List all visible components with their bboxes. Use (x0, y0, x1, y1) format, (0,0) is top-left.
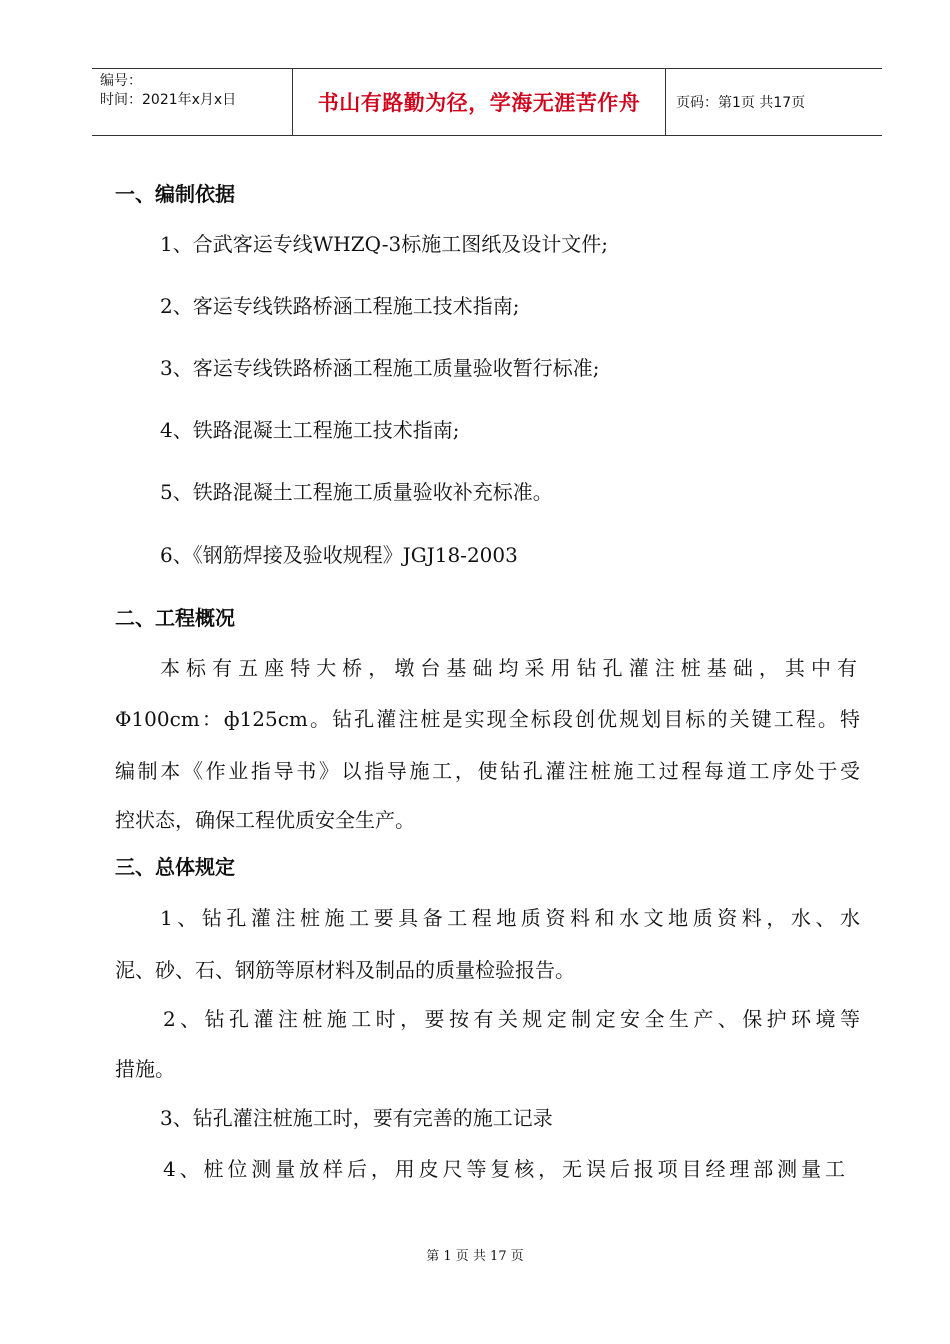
header-motto: 书山有路勤为径，学海无涯苦作舟 (293, 69, 666, 135)
paragraph-line: 编制本《作业指导书》以指导施工，使钻孔灌注桩施工过程每道工序处于受 (115, 759, 860, 783)
paragraph-line: 1、钻孔灌注桩施工要具备工程地质资料和水文地质资料，水、水 (160, 906, 860, 930)
time-label: 时间：2021年x月x日 (100, 92, 237, 108)
section-heading-basis: 一、编制依据 (115, 182, 235, 206)
list-item: 4、铁路混凝土工程施工技术指南; (160, 418, 460, 442)
header-page-info: 页码：第1页 共17页 (676, 95, 806, 111)
paragraph-line: 控状态，确保工程优质安全生产。 (115, 808, 415, 832)
paragraph-line: 3、钻孔灌注桩施工时，要有完善的施工记录 (160, 1106, 553, 1130)
list-item: 6、《钢筋焊接及验收规程》JGJ18-2003 (160, 543, 518, 567)
page-footer: 第 1 页 共 17 页 (426, 1249, 524, 1264)
paragraph-line: 泥、砂、石、钢筋等原材料及制品的质量检验报告。 (115, 958, 575, 982)
list-item: 5、铁路混凝土工程施工质量验收补充标准。 (160, 480, 553, 504)
paragraph-line: Φ100cm：ф125cm。钻孔灌注桩是实现全标段创优规划目标的关键工程。特 (115, 707, 860, 731)
list-item: 3、客运专线铁路桥涵工程施工质量验收暂行标准; (160, 356, 600, 380)
list-item: 2、客运专线铁路桥涵工程施工技术指南; (160, 294, 520, 318)
paragraph-line: 4、桩位测量放样后，用皮尺等复核，无误后报项目经理部测量工 (163, 1157, 845, 1181)
document-header (92, 68, 882, 136)
paragraph-line: 措施。 (115, 1057, 175, 1081)
number-label: 编号： (100, 73, 142, 89)
section-heading-general-rules: 三、总体规定 (115, 855, 235, 879)
section-heading-overview: 二、工程概况 (115, 606, 235, 630)
paragraph-line: 本标有五座特大桥，墩台基础均采用钻孔灌注桩基础，其中有 (160, 656, 860, 680)
paragraph-line: 2、钻孔灌注桩施工时，要按有关规定制定安全生产、保护环境等 (163, 1007, 860, 1031)
header-meta (92, 69, 293, 135)
list-item: 1、合武客运专线WHZQ-3标施工图纸及设计文件; (160, 232, 608, 256)
